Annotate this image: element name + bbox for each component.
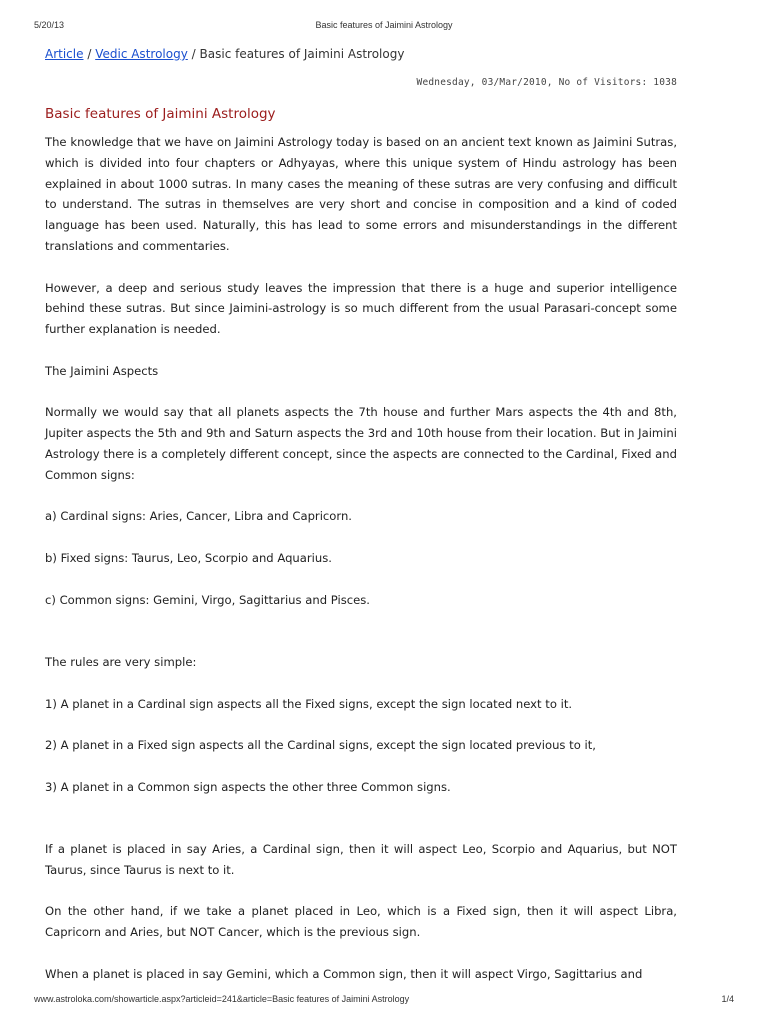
- breadcrumb-separator: /: [87, 47, 92, 61]
- article-meta: Wednesday, 03/Mar/2010, No of Visitors: 1038: [416, 77, 677, 88]
- paragraph: If a planet is placed in say Aries, a Cardinal sign, then it will aspect Leo, Scorpio and Aquarius, but NOT Taurus, since Taurus is next to it.: [45, 842, 677, 877]
- breadcrumb-separator: /: [191, 47, 196, 61]
- paragraph: However, a deep and serious study leaves the impression that there is a huge and superior intelligence behind these sutras. But since Jaimini-astrology is so much different from the usual Parasari-concept some further explanation is needed.: [45, 280, 677, 337]
- list-item: b) Fixed signs: Taurus, Leo, Scorpio and Aquarius.: [45, 550, 332, 565]
- paragraph: The knowledge that we have on Jaimini Astrology today is based on an ancient text known as Jaimini Sutras, which is divided into four chapters or Adhyayas, where this unique system of Hindu astrology has been explained in about 1000 sutras. In many cases the meaning of these sutras are very confusing and difficult to understand. The sutras in themselves are very short and concise in composition and a kind of coded language has been used. Naturally, this has lead to some errors and misunderstandings in the different translations and commentaries.: [45, 135, 677, 253]
- list-item: a) Cardinal signs: Aries, Cancer, Libra and Capricorn.: [45, 509, 352, 524]
- breadcrumb-link-vedic-astrology[interactable]: Vedic Astrology: [95, 47, 188, 61]
- article-body: [45, 132, 677, 985]
- print-page-number: 1/4: [721, 994, 734, 1004]
- paragraph: The rules are very simple:: [45, 654, 197, 669]
- print-date: 5/20/13: [34, 20, 65, 30]
- print-header: [34, 20, 734, 32]
- list-item: c) Common signs: Gemini, Virgo, Sagittarius and Pisces.: [45, 592, 370, 607]
- list-item: 3) A planet in a Common sign aspects the other three Common signs.: [45, 779, 451, 794]
- list-item: 2) A planet in a Fixed sign aspects all the Cardinal signs, except the sign located previous to it,: [45, 738, 596, 753]
- breadcrumb-link-article[interactable]: Article: [45, 47, 84, 61]
- breadcrumb-current: Basic features of Jaimini Astrology: [199, 47, 405, 61]
- paragraph: When a planet is placed in say Gemini, which a Common sign, then it will aspect Virgo, Sagittarius and: [45, 966, 643, 981]
- breadcrumb: [45, 46, 677, 64]
- article-title: Basic features of Jaimini Astrology: [45, 106, 276, 122]
- print-url: www.astroloka.com/showarticle.aspx?articleid=241&article=Basic features of Jaimini Astrology: [34, 994, 410, 1004]
- section-heading: The Jaimini Aspects: [45, 363, 159, 378]
- list-item: 1) A planet in a Cardinal sign aspects all the Fixed signs, except the sign located next to it.: [45, 696, 573, 711]
- print-title: Basic features of Jaimini Astrology: [315, 20, 453, 30]
- article-content: [45, 46, 677, 1005]
- paragraph: Normally we would say that all planets aspects the 7th house and further Mars aspects the 4th and 8th, Jupiter aspects the 5th and 9th and Saturn aspects the 3rd and 10th house from their location. But in Jaimini Astrology there is a completely different concept, since the aspects are connected to the Cardinal, Fixed and Common signs:: [45, 405, 677, 482]
- print-footer: [34, 994, 734, 1006]
- paragraph: On the other hand, if we take a planet placed in Leo, which is a Fixed sign, then it will aspect Libra, Capricorn and Aries, but NOT Cancer, which is the previous sign.: [45, 904, 677, 940]
